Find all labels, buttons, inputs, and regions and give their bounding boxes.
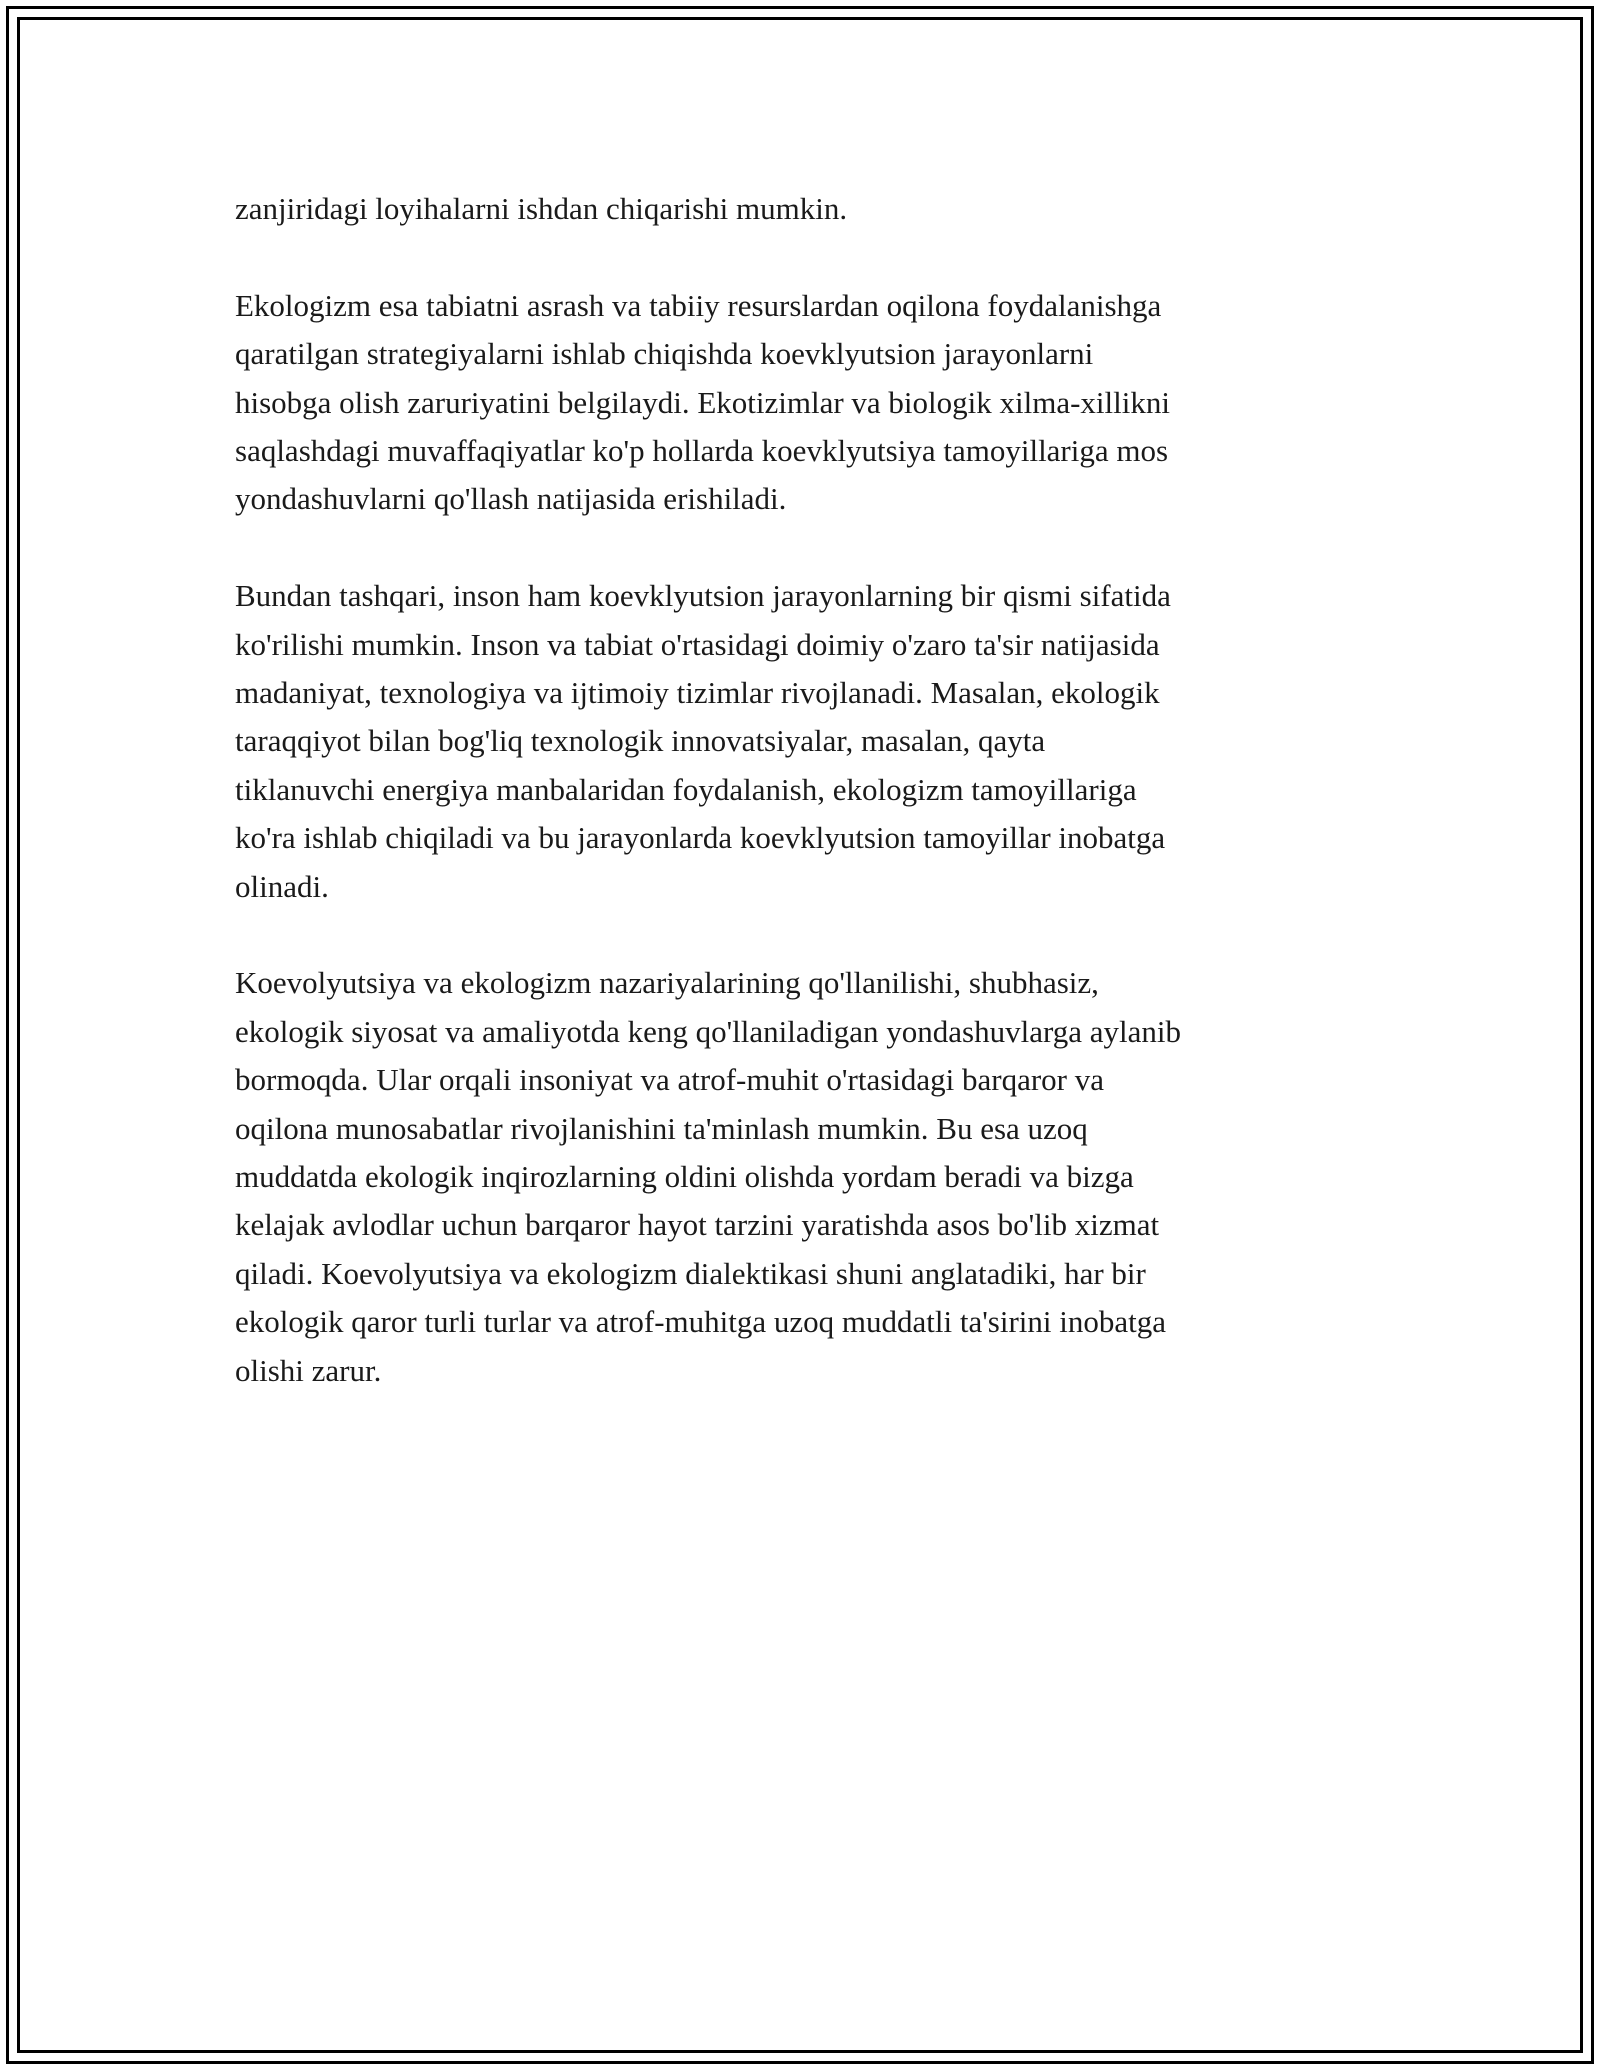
paragraph-koevolyutsiya: Koevolyutsiya va ekologizm nazariyalarining qo'llanilishi, shubhasiz, ekologik siyosat va amaliyotda keng qo'llaniladigan yondashuvlarga aylanib bormoqda. Ular orqali insoniyat va atrof-muhit o'rtasidagi barqaror va oqilona munosabatlar rivojlanishini ta'minlash mumkin. Bu esa uzoq muddatda ekologik inqirozlarning oldini olishda yordam beradi va bizga kelajak avlodlar uchun barqaror hayot tarzini yaratishda asos bo'lib xizmat qiladi. Koevolyutsiya va ekologizm dialektikasi shuni anglatadiki, har bir ekologik qaror turli turlar va atrof-muhitga uzoq muddatli ta'sirini inobatga olishi zarur.	[235, 965, 1181, 1388]
paragraph-ekologizm: Ekologizm esa tabiatni asrash va tabiiy resurslardan oqilona foydalanishga qaratilgan strategiyalarni ishlab chiqishda koevklyutsion jarayonlarni hisobga olish zaruriyatini belgilaydi. Ekotizimlar va biologik xilma-xillikni saqlashdagi muvaffaqiyatlar ko'p hollarda koevklyutsiya tamoyillariga mos yondashuvlarni qo'llash natijasida erishiladi.	[235, 287, 1170, 517]
paragraph-continuation: zanjiridagi loyihalarni ishdan chiqarishi mumkin.	[235, 191, 848, 226]
document-body	[235, 185, 1375, 1444]
paragraph-inson: Bundan tashqari, inson ham koevklyutsion jarayonlarning bir qismi sifatida ko'rilishi mumkin. Inson va tabiat o'rtasidagi doimiy o'zaro ta'sir natijasida madaniyat, texnologiya va ijtimoiy tizimlar rivojlanadi. Masalan, ekologik taraqqiyot bilan bog'liq texnologik innovatsiyalar, masalan, qayta tiklanuvchi energiya manbalaridan foydalanish, ekologizm tamoyillariga ko'ra ishlab chiqiladi va bu jarayonlarda koevklyutsion tamoyillar inobatga olinadi.	[235, 578, 1171, 904]
